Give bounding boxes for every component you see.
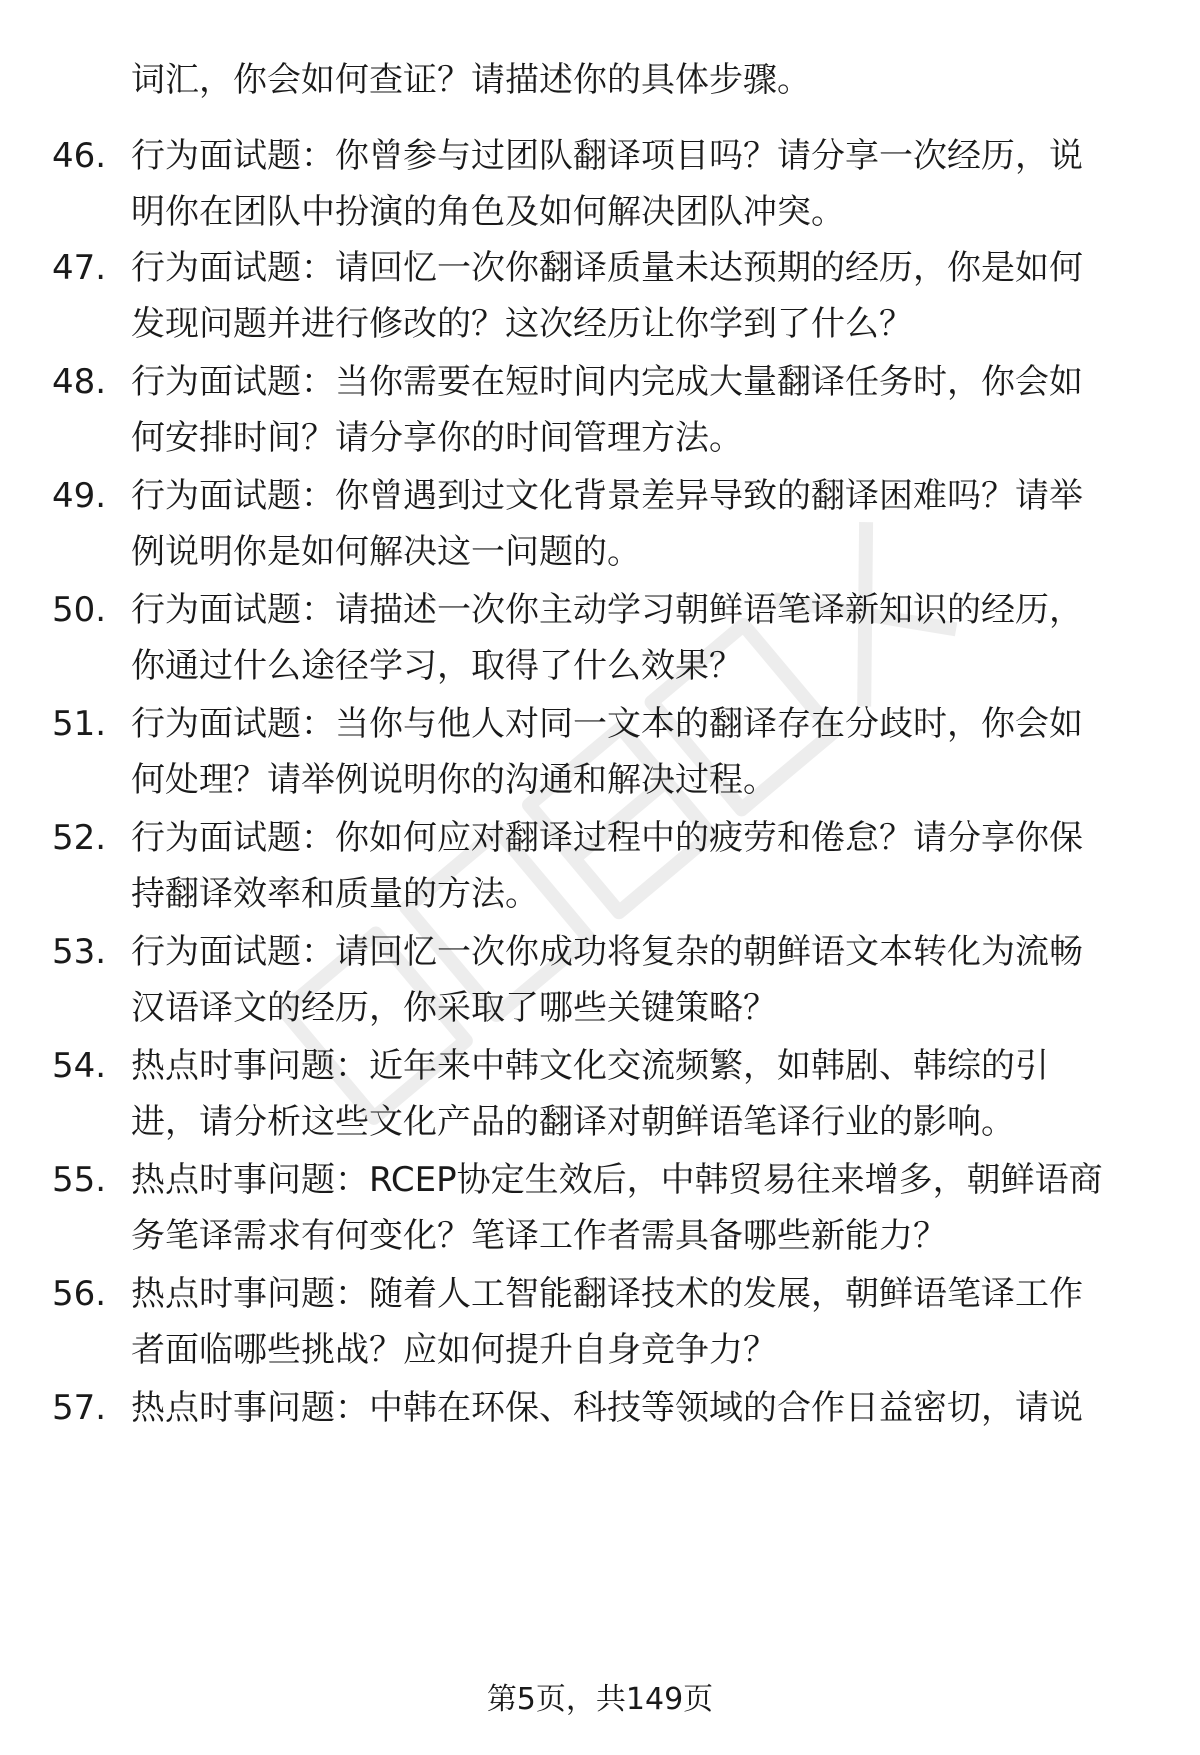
question-text: 行为面试题：请回忆一次你成功将复杂的朝鲜语文本转化为流畅 汉语译文的经历，你采取了哪些关键策略？ bbox=[131, 932, 1083, 1028]
question-number: 52. bbox=[52, 818, 107, 858]
question-text: 热点时事问题：随着人工智能翻译技术的发展，朝鲜语笔译工作 者面临哪些挑战？应如何提升自身竞争力？ bbox=[131, 1274, 1083, 1370]
question-number: 49. bbox=[52, 476, 107, 516]
question-text: 行为面试题：你曾参与过团队翻译项目吗？请分享一次经历，说 明你在团队中扮演的角色及如何解决团队冲突。 bbox=[131, 136, 1083, 232]
question-number: 57. bbox=[52, 1388, 107, 1428]
question-text: 行为面试题：请描述一次你主动学习朝鲜语笔译新知识的经历， 你通过什么途径学习，取得了什么效果？ bbox=[131, 590, 1083, 686]
question-number: 53. bbox=[52, 932, 107, 972]
question-text: 热点时事问题：中韩在环保、科技等领域的合作日益密切，请说 bbox=[131, 1388, 1083, 1428]
question-number: 51. bbox=[52, 704, 107, 744]
question-number: 47. bbox=[52, 248, 107, 288]
question-number: 46. bbox=[52, 136, 107, 176]
question-number: 54. bbox=[52, 1046, 107, 1086]
question-number: 56. bbox=[52, 1274, 107, 1314]
question-text: 行为面试题：当你与他人对同一文本的翻译存在分歧时，你会如 何处理？请举例说明你的沟通和解决过程。 bbox=[131, 704, 1083, 800]
question-number: 50. bbox=[52, 590, 107, 630]
question-text: 行为面试题：你如何应对翻译过程中的疲劳和倦怠？请分享你保 持翻译效率和质量的方法。 bbox=[131, 818, 1083, 914]
question-text: 行为面试题：当你需要在短时间内完成大量翻译任务时，你会如 何安排时间？请分享你的时间管理方法。 bbox=[131, 362, 1083, 458]
question-number: 48. bbox=[52, 362, 107, 402]
question-text: 热点时事问题：RCEP协定生效后，中韩贸易往来增多，朝鲜语商 务笔译需求有何变化？笔译工作者需具备哪些新能力？ bbox=[131, 1160, 1103, 1256]
page-footer: 第5页，共149页 bbox=[486, 1682, 714, 1717]
question-text: 热点时事问题：近年来中韩文化交流频繁，如韩剧、韩综的引 进，请分析这些文化产品的翻译对朝鲜语笔译行业的影响。 bbox=[131, 1046, 1049, 1142]
question-text: 行为面试题：请回忆一次你翻译质量未达预期的经历，你是如何 发现问题并进行修改的？这次经历让你学到了什么？ bbox=[131, 248, 1083, 344]
question-number: 55. bbox=[52, 1160, 107, 1200]
question-text: 行为面试题：你曾遇到过文化背景差异导致的翻译困难吗？请举 例说明你是如何解决这一问题的。 bbox=[131, 476, 1083, 572]
continuation-text: 词汇，你会如何查证？请描述你的具体步骤。 bbox=[131, 60, 811, 100]
